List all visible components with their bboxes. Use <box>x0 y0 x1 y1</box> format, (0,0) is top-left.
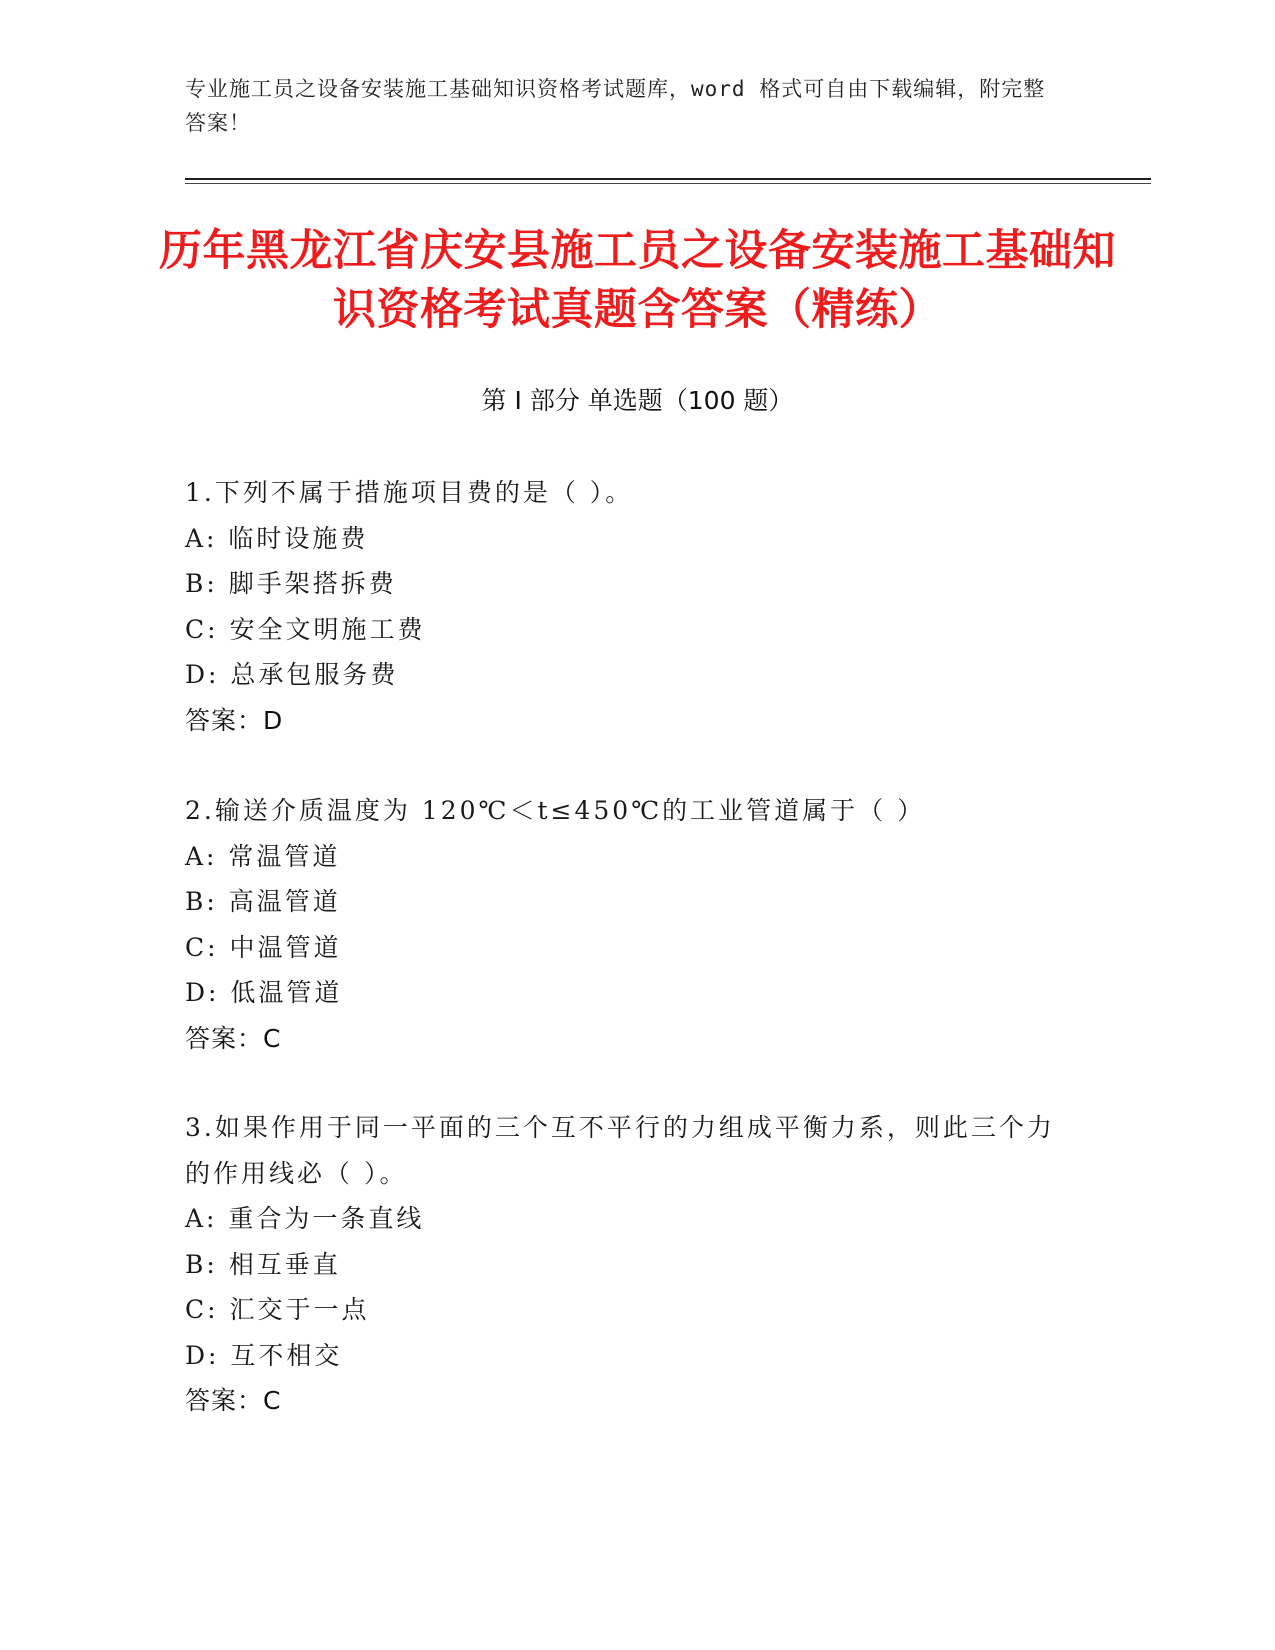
option-c: C: 安全文明施工费 <box>185 614 426 644</box>
question-1 <box>185 470 1065 743</box>
option-c: C: 中温管道 <box>185 932 342 962</box>
option-a: A: 重合为一条直线 <box>185 1204 425 1233</box>
answer: 答案：C <box>185 1386 282 1415</box>
question-stem: 2.输送介质温度为 120℃＜t≤450℃的工业管道属于（ ） <box>185 796 926 825</box>
document-title: 历年黑龙江省庆安县施工员之设备安装施工基础知识资格考试真题含答案（精练） <box>159 226 1116 335</box>
option-b: B: 高温管道 <box>185 887 341 916</box>
question-3 <box>185 1105 1065 1424</box>
answer: 答案：C <box>185 1023 282 1053</box>
option-d: D: 低温管道 <box>185 978 343 1007</box>
header-rule-thin <box>185 183 1151 184</box>
section-title: 第 I 部分 单选题（100 题） <box>481 386 794 415</box>
header-rule-thick <box>185 178 1151 180</box>
answer: 答案：D <box>185 705 284 735</box>
question-2 <box>185 788 1065 1061</box>
option-c: C: 汇交于一点 <box>185 1295 370 1324</box>
option-a: A: 临时设施费 <box>185 523 369 553</box>
option-d: D: 互不相交 <box>185 1340 343 1370</box>
header-note: 专业施工员之设备安装施工基础知识资格考试题库，word 格式可自由下载编辑，附完整答案！ <box>185 77 1046 135</box>
option-a: A: 常温管道 <box>185 841 341 871</box>
option-b: B: 脚手架搭拆费 <box>185 569 397 598</box>
question-stem: 1.下列不属于措施项目费的是（ ）。 <box>185 478 634 507</box>
question-stem: 3.如果作用于同一平面的三个互不平行的力组成平衡力系，则此三个力的作用线必（ ）。 <box>185 1113 1055 1188</box>
option-d: D: 总承包服务费 <box>185 660 399 689</box>
option-b: B: 相互垂直 <box>185 1249 341 1279</box>
